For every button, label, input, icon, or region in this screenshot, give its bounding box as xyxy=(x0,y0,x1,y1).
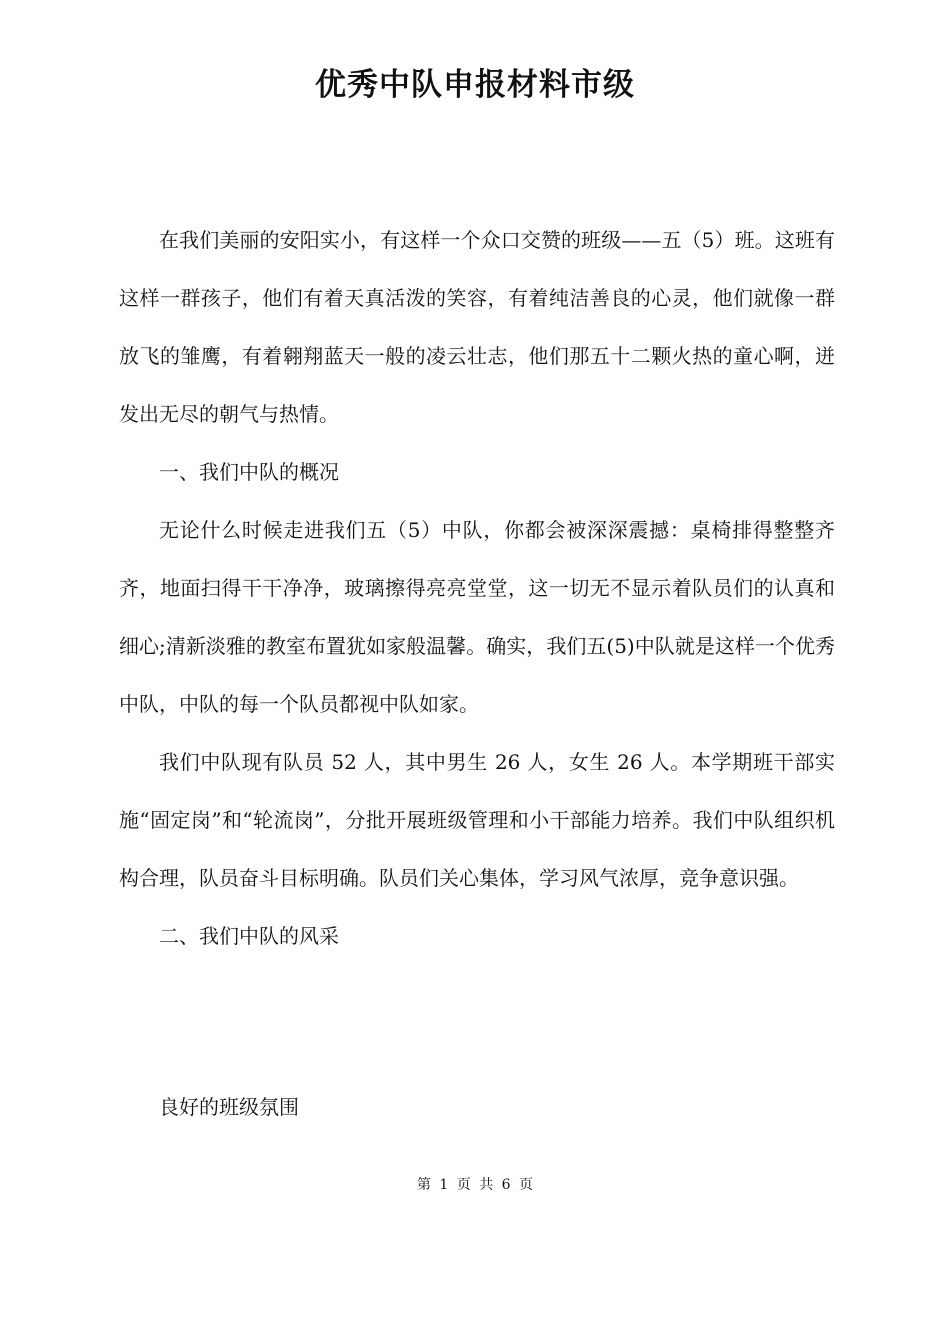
section-heading-overview: 一、我们中队的概况 xyxy=(159,460,339,484)
page-footer: 第 1 页 共 6 页 xyxy=(416,1177,534,1193)
document-title: 优秀中队申报材料市级 xyxy=(315,67,635,103)
members-paragraph: 我们中队现有队员 52 人，其中男生 26 人，女生 26 人。本学期班干部实施“固定岗”和“轮流岗”，分批开展班级管理和小干部能力培养。我们中队组织机构合理，队员奋斗目标明确。队员们关心集体，学习风气浓厚，竞争意识强。 xyxy=(119,750,835,890)
section-heading-style: 二、我们中队的风采 xyxy=(159,924,339,948)
overview-paragraph: 无论什么时候走进我们五（5）中队，你都会被深深震撼：桌椅排得整整齐齐，地面扫得干干净净，玻璃擦得亮亮堂堂，这一切无不显示着队员们的认真和细心;清新淡雅的教室布置犹如家般温馨。确实，我们五(5)中队就是这样一个优秀中队，中队的每一个队员都视中队如家。 xyxy=(119,518,835,716)
subheading-class-atmosphere: 良好的班级氛围 xyxy=(159,1095,299,1119)
intro-paragraph: 在我们美丽的安阳实小，有这样一个众口交赞的班级——五（5）班。这班有这样一群孩子，他们有着天真活泼的笑容，有着纯洁善良的心灵，他们就像一群放飞的雏鹰，有着翱翔蓝天一般的凌云壮志，他们那五十二颗火热的童心啊，迸发出无尽的朝气与热情。 xyxy=(119,228,835,426)
document-body xyxy=(119,211,835,965)
